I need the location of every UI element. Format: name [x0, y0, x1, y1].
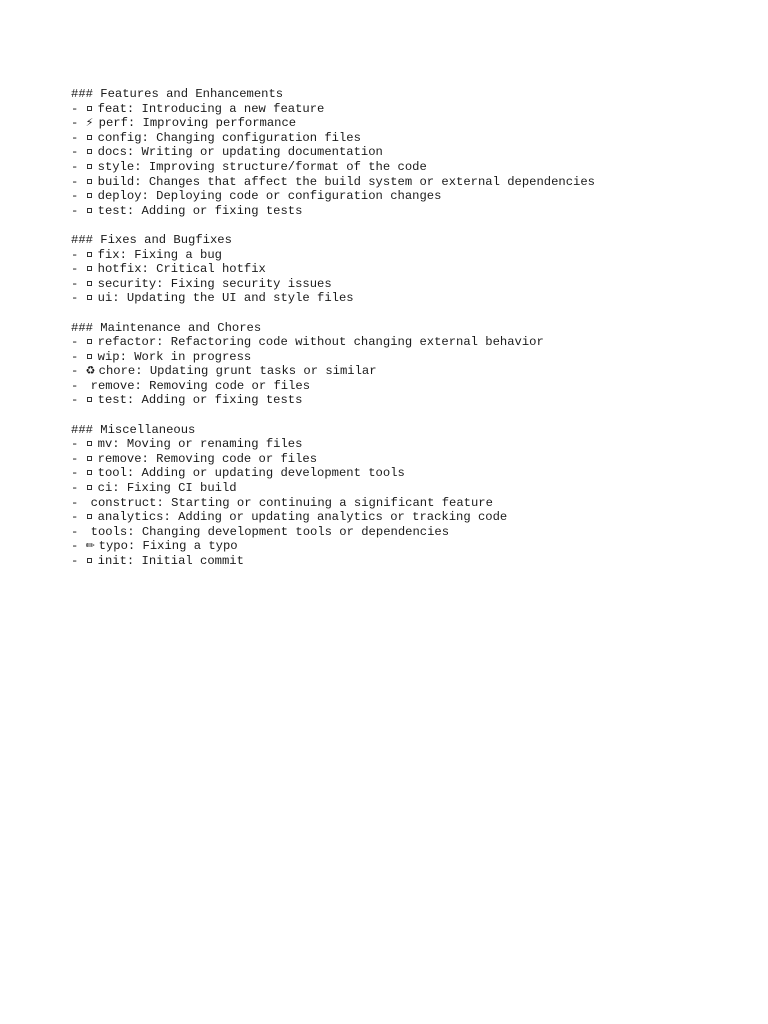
list-item — [71, 510, 751, 525]
list-bullet: - — [71, 466, 86, 481]
list-item — [71, 102, 751, 117]
section-heading: ### Miscellaneous — [71, 422, 196, 437]
box-icon — [87, 441, 92, 446]
section — [71, 233, 751, 306]
list-item-text: construct: Starting or continuing a significant feature — [90, 495, 493, 510]
list-bullet: - — [71, 174, 86, 189]
box-icon — [87, 135, 92, 140]
list-item — [71, 262, 751, 277]
list-bullet: - — [71, 481, 86, 496]
list-item — [71, 160, 751, 175]
list-item — [71, 116, 751, 131]
list-item-text: config: Changing configuration files — [97, 130, 361, 145]
box-icon — [87, 179, 92, 184]
list-item — [71, 131, 751, 146]
box-icon — [87, 295, 92, 300]
list-item — [71, 525, 751, 540]
box-icon — [87, 149, 92, 154]
list-item — [71, 350, 751, 365]
list-item — [71, 496, 751, 511]
box-icon — [87, 558, 92, 563]
list-item-text: ui: Updating the UI and style files — [97, 291, 354, 306]
list-item-text: wip: Work in progress — [97, 349, 252, 364]
list-item — [71, 335, 751, 350]
box-icon — [87, 252, 92, 257]
list-bullet: - — [71, 335, 86, 350]
box-icon — [87, 354, 92, 359]
section — [71, 87, 751, 218]
box-icon — [87, 456, 92, 461]
list-item-text: test: Adding or fixing tests — [97, 203, 303, 218]
list-item-text: feat: Introducing a new feature — [97, 101, 325, 116]
list-item — [71, 554, 751, 569]
list-bullet: - — [71, 510, 86, 525]
list-bullet: - — [71, 393, 86, 408]
list-bullet: - — [71, 276, 86, 291]
box-icon — [87, 266, 92, 271]
list-item — [71, 145, 751, 160]
list-item — [71, 481, 751, 496]
list-item-text: perf: Improving performance — [98, 116, 297, 131]
list-item-text: mv: Moving or renaming files — [97, 437, 303, 452]
list-bullet: - — [71, 539, 86, 554]
list-bullet: - — [71, 495, 86, 510]
list-bullet: - — [71, 203, 86, 218]
list-item-text: fix: Fixing a bug — [97, 247, 222, 262]
document-body — [71, 87, 751, 569]
list-item-text: tool: Adding or updating development tools — [97, 466, 405, 481]
box-icon — [87, 514, 92, 519]
box-icon — [87, 339, 92, 344]
list-item — [71, 393, 751, 408]
list-bullet: - — [71, 247, 86, 262]
list-item-text: style: Improving structure/format of the code — [97, 159, 427, 174]
section-heading: ### Fixes and Bugfixes — [71, 232, 232, 247]
list-item-text: build: Changes that affect the build system or external dependencies — [97, 174, 595, 189]
list-bullet: - — [71, 101, 86, 116]
section — [71, 321, 751, 409]
list-item-text: analytics: Adding or updating analytics or tracking code — [97, 510, 508, 525]
section-heading: ### Maintenance and Chores — [71, 320, 262, 335]
list-bullet: - — [71, 349, 86, 364]
box-icon — [87, 470, 92, 475]
list-item — [71, 204, 751, 219]
list-bullet: - — [71, 451, 86, 466]
list-item-text: security: Fixing security issues — [97, 276, 332, 291]
pencil-icon: ✏ — [85, 539, 95, 553]
recycle-icon: ♻ — [85, 364, 96, 378]
list-bullet: - — [71, 116, 86, 131]
list-item — [71, 452, 751, 467]
list-bullet: - — [71, 159, 86, 174]
list-item — [71, 379, 751, 394]
list-bullet: - — [71, 437, 86, 452]
list-bullet: - — [71, 554, 86, 568]
list-item-text: hotfix: Critical hotfix — [97, 262, 266, 277]
box-icon — [87, 485, 92, 490]
list-item — [71, 539, 751, 554]
list-bullet: - — [71, 262, 86, 277]
list-item-text: chore: Updating grunt tasks or similar — [98, 364, 377, 379]
list-item-text: remove: Removing code or files — [90, 378, 311, 393]
list-item — [71, 175, 751, 190]
list-bullet: - — [71, 130, 86, 145]
list-item-text: deploy: Deploying code or configuration changes — [97, 189, 442, 204]
list-item-text: test: Adding or fixing tests — [97, 393, 303, 408]
list-item-text: remove: Removing code or files — [97, 451, 318, 466]
box-icon — [87, 208, 92, 213]
list-item — [71, 277, 751, 292]
box-icon — [87, 281, 92, 286]
list-bullet: - — [71, 145, 86, 160]
list-item — [71, 437, 751, 452]
list-bullet: - — [71, 524, 86, 539]
list-item-text: init: Initial commit — [97, 554, 244, 568]
list-item — [71, 189, 751, 204]
list-item — [71, 364, 751, 379]
box-icon — [87, 397, 92, 402]
lightning-icon: ⚡ — [85, 116, 94, 130]
box-icon — [87, 164, 92, 169]
section-heading: ### Features and Enhancements — [71, 87, 284, 101]
list-item-text: refactor: Refactoring code without changing external behavior — [97, 335, 544, 350]
box-icon — [87, 106, 92, 111]
section — [71, 423, 751, 569]
list-item-text: ci: Fixing CI build — [97, 481, 237, 496]
list-item — [71, 291, 751, 306]
list-item-text: tools: Changing development tools or dependencies — [90, 524, 450, 539]
box-icon — [87, 193, 92, 198]
list-item-text: docs: Writing or updating documentation — [97, 145, 383, 160]
list-item — [71, 248, 751, 263]
list-bullet: - — [71, 364, 86, 379]
list-item — [71, 466, 751, 481]
list-bullet: - — [71, 291, 86, 306]
list-bullet: - — [71, 189, 86, 204]
list-item-text: typo: Fixing a typo — [98, 539, 238, 554]
list-bullet: - — [71, 378, 86, 393]
